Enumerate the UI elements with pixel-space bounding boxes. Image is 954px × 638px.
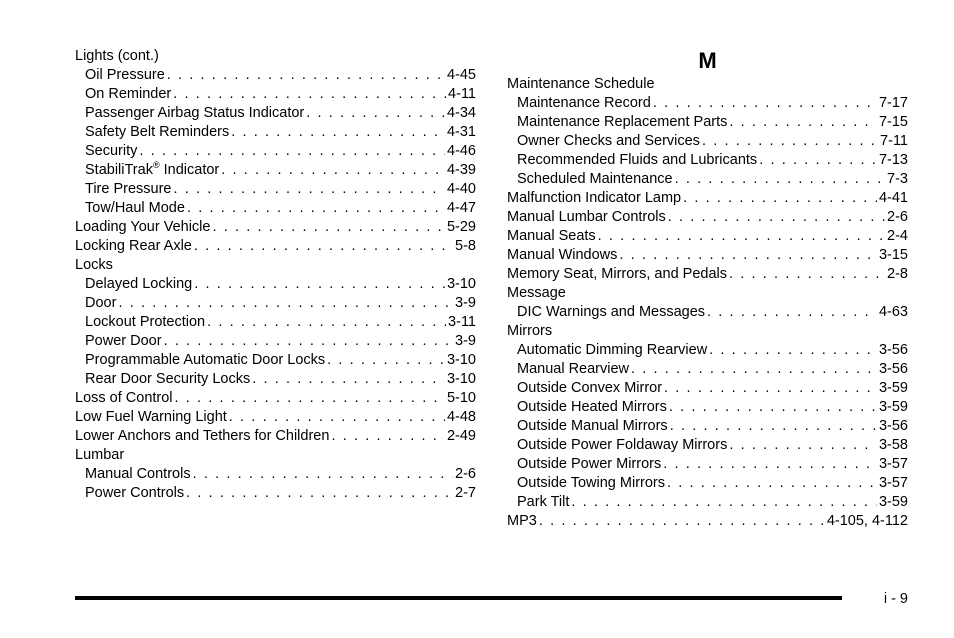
entry-label (517, 455, 661, 474)
index-subentry (507, 493, 908, 512)
page-reference: 4-105, 4-112 (826, 513, 908, 529)
index-subentry (75, 484, 476, 503)
entry-label (85, 199, 185, 218)
entry-label-text: Maintenance Replacement Parts (517, 114, 728, 130)
dot-leader (186, 484, 453, 503)
entry-label (517, 398, 667, 417)
entry-label-text: Security (85, 143, 138, 159)
page-reference: 7-3 (887, 171, 908, 187)
dot-leader (759, 151, 877, 170)
page-reference: 4-63 (878, 304, 908, 320)
entry-label-text: Memory Seat, Mirrors, and Pedals (507, 266, 727, 282)
entry-label-text: Recommended Fluids and Lubricants (517, 152, 758, 168)
page-reference: 4-46 (446, 143, 476, 159)
index-entry (507, 189, 908, 208)
index-entry (75, 237, 476, 256)
entry-label (85, 180, 171, 199)
page-number: i - 9 (883, 591, 908, 607)
index-subentry (75, 313, 476, 332)
entry-label (85, 123, 229, 142)
entry-label-text: On Reminder (85, 86, 172, 102)
entry-label (85, 465, 191, 484)
index-subentry (75, 465, 476, 484)
dot-leader (675, 170, 885, 189)
index-subentry (75, 104, 476, 123)
entry-label (517, 303, 705, 322)
page-reference: 4-11 (448, 86, 476, 102)
section-letter-heading: M (698, 48, 717, 73)
page-reference: 4-48 (446, 409, 476, 425)
page-reference: 7-11 (880, 133, 908, 149)
entry-label (85, 313, 205, 332)
dot-leader (539, 512, 825, 531)
entry-label (75, 408, 227, 427)
entry-label (85, 66, 165, 85)
index-heading: Mirrors (507, 323, 553, 339)
entry-label-text: Outside Power Mirrors (517, 456, 662, 472)
registered-mark: ® (152, 161, 160, 170)
entry-label-text: MP3 (507, 513, 537, 529)
entry-label (517, 151, 757, 170)
entry-label (517, 341, 707, 360)
entry-label-text: Outside Power Foldaway Mirrors (517, 437, 728, 453)
index-heading: Lumbar (75, 447, 125, 463)
page-reference: 7-15 (878, 114, 908, 130)
dot-leader (231, 123, 445, 142)
index-entry (507, 208, 908, 227)
dot-leader (729, 265, 885, 284)
dot-leader (164, 332, 453, 351)
page-reference: 3-10 (446, 352, 476, 368)
entry-label (85, 161, 219, 180)
page-reference: 3-59 (878, 494, 908, 510)
index-subentry (75, 85, 476, 104)
entry-label (507, 512, 537, 531)
dot-leader (173, 180, 444, 199)
dot-leader (668, 208, 885, 227)
entry-label-text: Programmable Automatic Door Locks (85, 352, 326, 368)
page-reference: 2-8 (887, 266, 908, 282)
dot-leader (331, 427, 445, 446)
page-reference: 3-9 (455, 333, 476, 349)
index-subentry (507, 417, 908, 436)
entry-label-text: Tow/Haul Mode (85, 200, 185, 216)
page-reference: 3-56 (878, 342, 908, 358)
page-reference: 2-7 (455, 485, 476, 501)
entry-label (75, 389, 173, 408)
entry-label-text: Tire Pressure (85, 181, 172, 197)
dot-leader (221, 161, 445, 180)
entry-label-text: Manual Windows (507, 247, 618, 263)
dot-leader (118, 294, 453, 313)
page-reference: 2-6 (455, 466, 476, 482)
page-reference: 2-49 (446, 428, 476, 444)
index-subentry (507, 379, 908, 398)
dot-leader (619, 246, 877, 265)
page-reference: 3-56 (878, 418, 908, 434)
entry-label (517, 379, 662, 398)
dot-leader (139, 142, 445, 161)
dot-leader (709, 341, 877, 360)
entry-label-text: Loss of Control (75, 390, 173, 406)
entry-label (85, 332, 162, 351)
index-subentry (507, 113, 908, 132)
dot-leader (306, 104, 445, 123)
index-entry (75, 389, 476, 408)
entry-label (507, 208, 666, 227)
page-reference: 3-9 (455, 295, 476, 311)
entry-label (85, 294, 116, 313)
page-reference: 3-59 (878, 399, 908, 415)
index-subentry (75, 199, 476, 218)
page-reference: 2-4 (887, 228, 908, 244)
entry-label (85, 142, 137, 161)
entry-label-text: Rear Door Security Locks (85, 371, 251, 387)
index-entry (507, 246, 908, 265)
dot-leader (229, 408, 445, 427)
entry-label-text: DIC Warnings and Messages (517, 304, 706, 320)
dot-leader (167, 66, 445, 85)
index-subentry (507, 398, 908, 417)
entry-label-text: Maintenance Record (517, 95, 651, 111)
entry-label (517, 436, 727, 455)
page-reference: 3-10 (446, 276, 476, 292)
page-reference: 5-10 (446, 390, 476, 406)
index-subentry (75, 370, 476, 389)
entry-label (507, 227, 596, 246)
page-reference: 7-17 (878, 95, 908, 111)
index-subentry (75, 332, 476, 351)
entry-label (517, 474, 665, 493)
index-column-right (507, 47, 908, 531)
dot-leader (598, 227, 885, 246)
page-reference: 4-34 (446, 105, 476, 121)
page-reference: 3-56 (878, 361, 908, 377)
page-reference: 3-15 (878, 247, 908, 263)
index-subentry (75, 161, 476, 180)
entry-label-text: Locking Rear Axle (75, 238, 192, 254)
dot-leader (194, 237, 453, 256)
entry-label-text: StabiliTrak (85, 162, 153, 178)
index-subentry (507, 455, 908, 474)
page-reference: 2-6 (887, 209, 908, 225)
dot-leader (707, 303, 877, 322)
index-column-left (75, 47, 476, 503)
index-subentry (507, 341, 908, 360)
dot-leader (194, 275, 445, 294)
index-heading: Maintenance Schedule (507, 76, 655, 92)
entry-label-text: Manual Lumbar Controls (507, 209, 666, 225)
entry-label-text: Loading Your Vehicle (75, 219, 211, 235)
entry-label-text: Passenger Airbag Status Indicator (85, 105, 305, 121)
entry-label-text: Lockout Protection (85, 314, 206, 330)
entry-label (507, 265, 727, 284)
index-subentry (507, 170, 908, 189)
dot-leader (702, 132, 878, 151)
page-reference: 3-10 (446, 371, 476, 387)
page-reference: 7-13 (878, 152, 908, 168)
entry-label-text: Owner Checks and Services (517, 133, 700, 149)
dot-leader (667, 474, 877, 493)
page-reference: 3-58 (878, 437, 908, 453)
entry-label (85, 370, 250, 389)
dot-leader (683, 189, 877, 208)
entry-label-text: Manual Seats (507, 228, 596, 244)
page-reference: 4-31 (446, 124, 476, 140)
index-entry (75, 427, 476, 446)
dot-leader (252, 370, 445, 389)
entry-label-text: Outside Towing Mirrors (517, 475, 666, 491)
dot-leader (173, 85, 446, 104)
entry-label (85, 484, 184, 503)
entry-label (75, 427, 329, 446)
dot-leader (193, 465, 453, 484)
index-heading: Lights (cont.) (75, 48, 159, 64)
index-subentry (75, 123, 476, 142)
dot-leader (187, 199, 445, 218)
entry-label (517, 417, 668, 436)
footer-rule (75, 596, 842, 600)
index-subentry (75, 66, 476, 85)
index-subentry (75, 275, 476, 294)
page-reference: 3-57 (878, 475, 908, 491)
dot-leader (207, 313, 446, 332)
page-reference: 5-29 (446, 219, 476, 235)
index-heading: Locks (75, 257, 113, 273)
entry-label-text: Outside Convex Mirror (517, 380, 663, 396)
dot-leader (175, 389, 445, 408)
entry-label (517, 170, 673, 189)
entry-label-text: Outside Heated Mirrors (517, 399, 667, 415)
entry-label-text: Power Door (85, 333, 162, 349)
entry-label (517, 132, 700, 151)
dot-leader (669, 398, 877, 417)
index-subentry (507, 132, 908, 151)
page-reference: 4-41 (878, 190, 908, 206)
entry-label (517, 493, 569, 512)
entry-label (85, 85, 171, 104)
entry-label (517, 113, 727, 132)
page-reference: 4-47 (446, 200, 476, 216)
dot-leader (729, 436, 877, 455)
entry-label-text: Park Tilt (517, 494, 570, 510)
entry-label (507, 246, 617, 265)
index-entry (507, 512, 908, 531)
index-subentry (507, 94, 908, 113)
dot-leader (663, 455, 877, 474)
dot-leader (729, 113, 877, 132)
page-reference: 4-39 (446, 162, 476, 178)
entry-label-text: Manual Controls (85, 466, 191, 482)
index-entry (507, 227, 908, 246)
entry-label (85, 275, 192, 294)
page-reference: 3-11 (448, 314, 476, 330)
dot-leader (670, 417, 877, 436)
entry-label (85, 104, 304, 123)
entry-label-text: Scheduled Maintenance (517, 171, 673, 187)
entry-label-text: Lower Anchors and Tethers for Children (75, 428, 330, 444)
dot-leader (653, 94, 877, 113)
entry-label (75, 237, 192, 256)
entry-label-text: Manual Rearview (517, 361, 630, 377)
entry-label-text: Door (85, 295, 117, 311)
dot-leader (327, 351, 445, 370)
index-subentry (75, 180, 476, 199)
entry-label-text: Safety Belt Reminders (85, 124, 230, 140)
index-subentry (507, 436, 908, 455)
page-reference: 4-40 (446, 181, 476, 197)
index-entry (507, 265, 908, 284)
entry-label-text: Malfunction Indicator Lamp (507, 190, 682, 206)
dot-leader (631, 360, 877, 379)
page-reference: 5-8 (455, 238, 476, 254)
entry-label-text: Outside Manual Mirrors (517, 418, 668, 434)
page-reference: 3-59 (878, 380, 908, 396)
dot-leader (571, 493, 877, 512)
entry-label-suffix: Indicator (159, 162, 220, 178)
entry-label-text: Delayed Locking (85, 276, 193, 292)
dot-leader (664, 379, 877, 398)
index-subentry (507, 474, 908, 493)
index-entry (75, 408, 476, 427)
index-subentry (507, 360, 908, 379)
index-entry (75, 218, 476, 237)
entry-label (517, 94, 651, 113)
entry-label (507, 189, 681, 208)
entry-label-text: Low Fuel Warning Light (75, 409, 227, 425)
index-subentry (507, 303, 908, 322)
entry-label-text: Power Controls (85, 485, 185, 501)
dot-leader (212, 218, 445, 237)
index-subentry (75, 142, 476, 161)
entry-label-text: Oil Pressure (85, 67, 165, 83)
index-subentry (75, 294, 476, 313)
entry-label (75, 218, 210, 237)
index-heading: Message (507, 285, 566, 301)
entry-label-text: Automatic Dimming Rearview (517, 342, 708, 358)
index-subentry (507, 151, 908, 170)
index-subentry (75, 351, 476, 370)
entry-label (517, 360, 629, 379)
page-reference: 3-57 (878, 456, 908, 472)
page-reference: 4-45 (446, 67, 476, 83)
entry-label (85, 351, 325, 370)
